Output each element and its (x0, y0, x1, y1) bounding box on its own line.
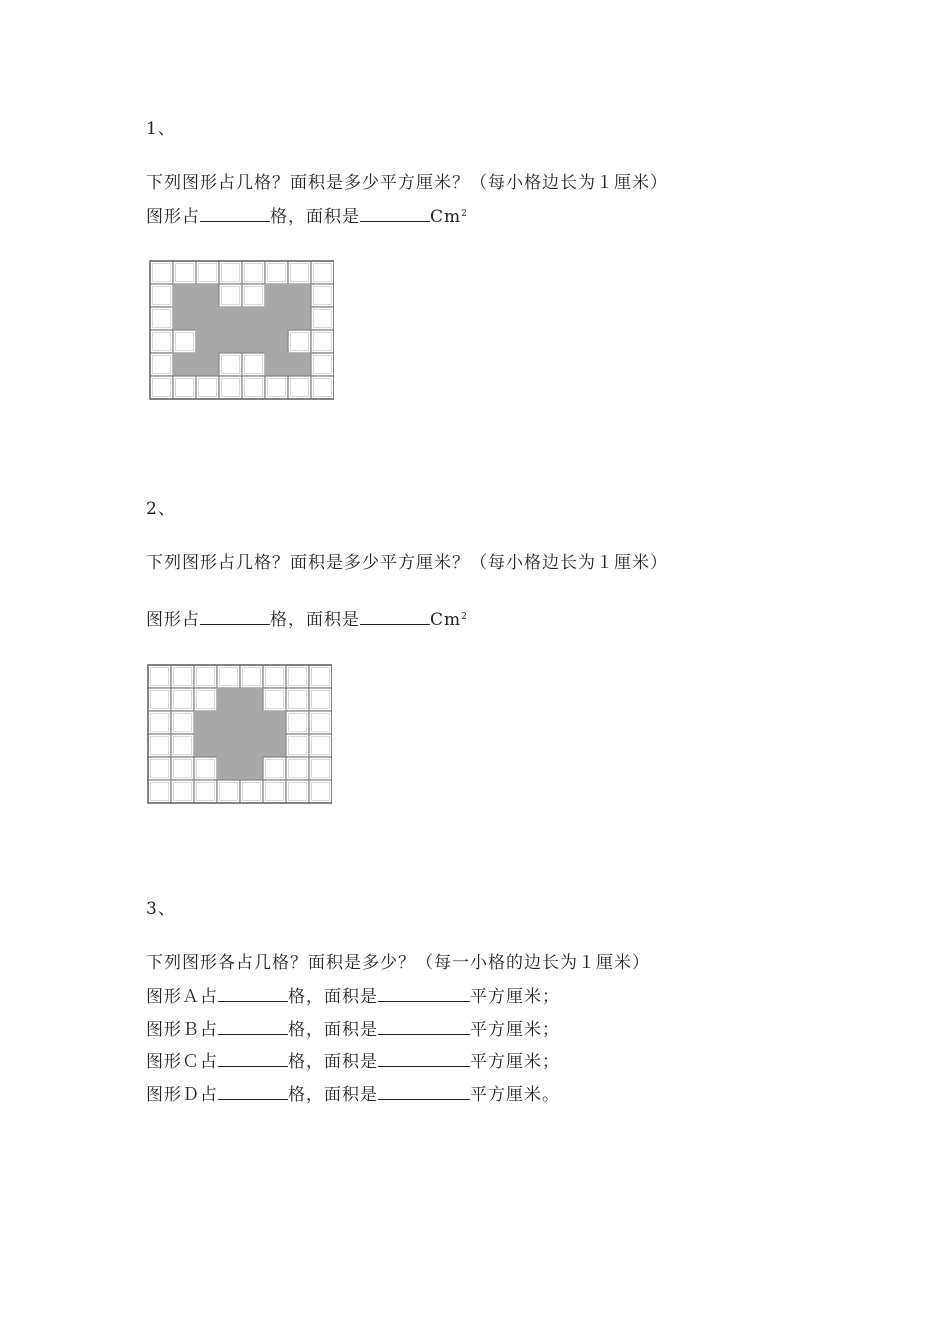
q1-shaded-cell (219, 330, 242, 353)
q1-shaded-cell (242, 330, 265, 353)
q1-grid-cell (242, 353, 265, 376)
q1-grid-cell (150, 353, 173, 376)
q3-line-b-middle: 格，面积是 (288, 1020, 378, 1040)
q3-line-a-unit: 平方厘米； (470, 987, 560, 1007)
q3-line-c-unit: 平方厘米； (470, 1052, 560, 1072)
q1-shaded-cell (173, 284, 196, 307)
q3-d-area-blank[interactable] (378, 1083, 470, 1100)
q2-grid-cell (148, 711, 171, 734)
q2-grid-cell (171, 780, 194, 803)
q2-unit: Cm (430, 610, 462, 630)
q2-grid-cell (286, 688, 309, 711)
q2-shaded-cell (217, 711, 240, 734)
q2-grid-cell (194, 688, 217, 711)
q1-grid-cell (150, 307, 173, 330)
q3-c-area-blank[interactable] (378, 1050, 470, 1067)
q1-unit: Cm (430, 207, 462, 227)
q3-line-d-unit: 平方厘米。 (470, 1085, 560, 1105)
q1-shaded-cell (288, 307, 311, 330)
q2-grid-cell (240, 780, 263, 803)
q1-shaded-cell (196, 284, 219, 307)
q2-grid-cell (240, 665, 263, 688)
q1-shaded-cell (196, 307, 219, 330)
q2-grid-figure (146, 663, 332, 805)
q2-cells-blank[interactable] (200, 608, 270, 625)
q1-grid-cell (288, 261, 311, 284)
q1-grid-cell (311, 284, 334, 307)
q2-unit-superscript: 2 (461, 612, 468, 622)
q2-grid-cell (309, 734, 332, 757)
q1-grid-cell (150, 261, 173, 284)
q1-answer-line (146, 205, 468, 228)
q1-grid-cell (219, 376, 242, 399)
q2-shaded-cell (240, 757, 263, 780)
q1-shaded-cell (265, 307, 288, 330)
q2-shaded-cell (263, 711, 286, 734)
q1-grid-cell (196, 261, 219, 284)
q2-shaded-cell (194, 711, 217, 734)
q2-grid-cell (148, 665, 171, 688)
q1-grid-cell (242, 376, 265, 399)
q1-shaded-cell (242, 307, 265, 330)
q2-grid-cell (309, 711, 332, 734)
q3-line-d (146, 1083, 560, 1106)
q1-grid-cell (219, 284, 242, 307)
q2-grid-cell (171, 665, 194, 688)
q1-shaded-cell (288, 284, 311, 307)
q1-grid-cell (242, 261, 265, 284)
q1-grid-cell (219, 353, 242, 376)
q3-line-c-middle: 格，面积是 (288, 1052, 378, 1072)
q2-grid-cell (194, 757, 217, 780)
q2-answer-prefix: 图形占 (146, 610, 200, 630)
q2-shaded-cell (263, 734, 286, 757)
q3-line-c-label: 图形Ｃ占 (146, 1052, 218, 1072)
q1-grid-cell (173, 330, 196, 353)
q2-shaded-cell (240, 711, 263, 734)
q2-shaded-cell (217, 734, 240, 757)
q2-grid-cell (286, 757, 309, 780)
q2-answer-middle: 格，面积是 (270, 610, 360, 630)
q2-grid-cell (309, 757, 332, 780)
q2-grid-cell (263, 757, 286, 780)
q2-grid-cell (263, 780, 286, 803)
q1-grid-cell (311, 261, 334, 284)
q2-shaded-cell (217, 688, 240, 711)
q1-grid-cell (150, 376, 173, 399)
q1-grid-cell (288, 330, 311, 353)
q1-number: 1、 (146, 119, 176, 139)
q1-answer-prefix: 图形占 (146, 207, 200, 227)
q3-line-d-label: 图形Ｄ占 (146, 1085, 218, 1105)
q2-grid-cell (194, 780, 217, 803)
q3-a-cells-blank[interactable] (218, 985, 288, 1002)
q1-shaded-cell (196, 330, 219, 353)
q1-grid-cell (311, 307, 334, 330)
q2-area-blank[interactable] (360, 608, 430, 625)
q1-grid-cell (242, 284, 265, 307)
q1-shaded-cell (173, 307, 196, 330)
q1-grid-cell (311, 353, 334, 376)
q2-grid-cell (286, 665, 309, 688)
q2-grid-cell (148, 757, 171, 780)
q2-grid-cell (286, 734, 309, 757)
q3-line-c (146, 1050, 560, 1073)
q2-shaded-cell (217, 757, 240, 780)
q2-grid-cell (171, 688, 194, 711)
q2-grid-cell (171, 711, 194, 734)
q1-shaded-cell (265, 330, 288, 353)
q2-shaded-cell (240, 734, 263, 757)
q1-cells-blank[interactable] (200, 205, 270, 222)
q1-grid-cell (196, 376, 219, 399)
q1-grid-cell (265, 376, 288, 399)
q1-grid-cell (150, 284, 173, 307)
q1-area-blank[interactable] (360, 205, 430, 222)
q2-grid-cell (148, 688, 171, 711)
q1-question: 下列图形占几格？面积是多少平方厘米？（每小格边长为１厘米） (146, 173, 668, 193)
q2-question: 下列图形占几格？面积是多少平方厘米？（每小格边长为１厘米） (146, 553, 668, 573)
q1-grid-cell (219, 261, 242, 284)
q1-answer-middle: 格，面积是 (270, 207, 360, 227)
q2-grid-cell (148, 780, 171, 803)
q1-grid-cell (173, 376, 196, 399)
q1-shaded-cell (219, 307, 242, 330)
q2-grid-cell (309, 665, 332, 688)
q1-shaded-cell (265, 353, 288, 376)
q1-grid-cell (173, 261, 196, 284)
q2-shaded-cell (240, 688, 263, 711)
q2-grid-cell (286, 711, 309, 734)
q3-line-a-label: 图形Ａ占 (146, 987, 218, 1007)
q2-grid-cell (286, 780, 309, 803)
q1-shaded-cell (288, 353, 311, 376)
q3-line-b (146, 1018, 560, 1041)
q3-b-area-blank[interactable] (378, 1018, 470, 1035)
q3-c-cells-blank[interactable] (218, 1050, 288, 1067)
q1-grid-cell (311, 330, 334, 353)
q2-grid-cell (171, 757, 194, 780)
q3-line-d-middle: 格，面积是 (288, 1085, 378, 1105)
q1-shaded-cell (196, 353, 219, 376)
q2-grid-cell (263, 688, 286, 711)
q1-grid-cell (288, 376, 311, 399)
q3-a-area-blank[interactable] (378, 985, 470, 1002)
q2-grid-cell (309, 688, 332, 711)
q2-grid-cell (148, 734, 171, 757)
q3-b-cells-blank[interactable] (218, 1018, 288, 1035)
q3-line-b-unit: 平方厘米； (470, 1020, 560, 1040)
q2-number: 2、 (146, 499, 176, 519)
q2-shaded-cell (194, 734, 217, 757)
q3-question: 下列图形各占几格？面积是多少？（每一小格的边长为１厘米） (146, 953, 650, 973)
q1-grid-cell (265, 261, 288, 284)
q3-line-a (146, 985, 560, 1008)
q1-unit-superscript: 2 (461, 209, 468, 219)
q3-line-b-label: 图形Ｂ占 (146, 1020, 218, 1040)
q1-grid-figure (148, 259, 334, 401)
q1-grid-cell (150, 330, 173, 353)
q2-grid-cell (217, 665, 240, 688)
q2-grid-cell (217, 780, 240, 803)
q1-shaded-cell (173, 353, 196, 376)
q1-shaded-cell (265, 284, 288, 307)
q1-grid-cell (311, 376, 334, 399)
q2-grid-cell (309, 780, 332, 803)
q2-grid-cell (171, 734, 194, 757)
q3-number: 3、 (146, 899, 176, 919)
q2-answer-line (146, 608, 468, 631)
q3-d-cells-blank[interactable] (218, 1083, 288, 1100)
q3-line-a-middle: 格，面积是 (288, 987, 378, 1007)
q2-grid-cell (194, 665, 217, 688)
q2-grid-cell (263, 665, 286, 688)
